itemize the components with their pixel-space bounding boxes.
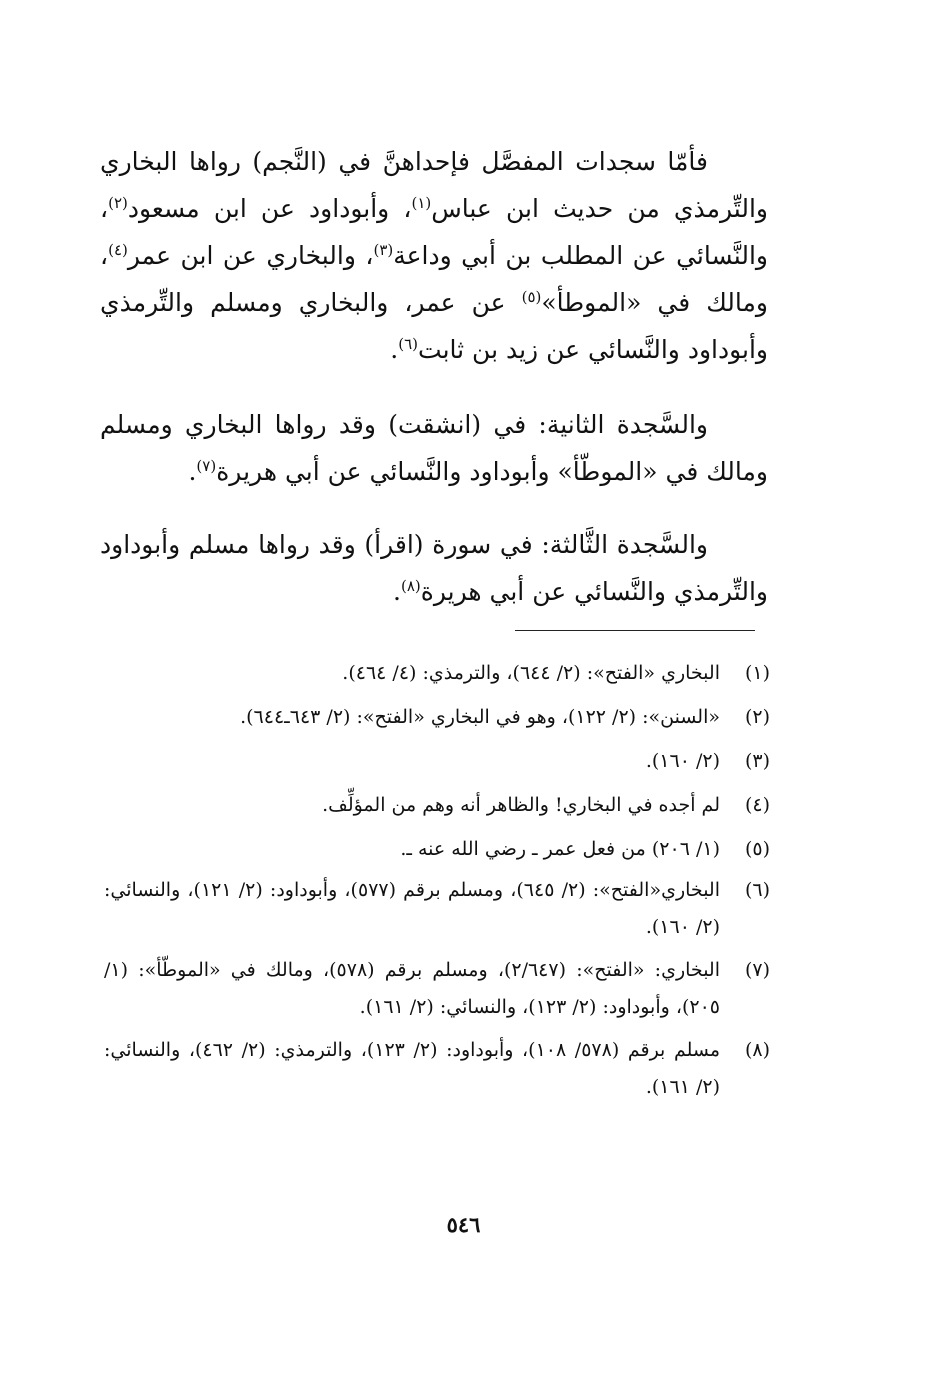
paragraph-text: . <box>188 457 197 486</box>
paragraph-text: . <box>390 335 399 364</box>
footnote-item <box>104 696 770 738</box>
paragraph-text: ، وأبوداود عن ابن مسعود <box>127 194 412 223</box>
footnote-text: البخاري«الفتح»: (٢/ ٦٤٥)، ومسلم برقم (٥٧٧)، وأبوداود: (٢/ ١٢١)، والنسائي: (٢/ ١٦٠). <box>104 879 720 938</box>
footnote-number: (٨) <box>744 1039 770 1061</box>
footnote-item <box>104 652 770 694</box>
footnote-ref[interactable]: (٤) <box>108 241 128 259</box>
footnote-ref[interactable]: (٢) <box>108 194 128 212</box>
paragraph-first-sajda <box>100 138 768 373</box>
footnote-number: (٤) <box>744 794 770 816</box>
footnote-text: لم أجده في البخاري! والظاهر أنه وهم من المؤلِّف. <box>322 794 720 816</box>
footnote-ref[interactable]: (٥) <box>521 288 542 306</box>
footnote-item <box>104 784 770 826</box>
paragraph-text: ، والبخاري عن ابن عمر <box>127 241 374 270</box>
footnote-text: (٢/ ١٦٠). <box>645 750 720 772</box>
main-text <box>100 138 768 615</box>
footnote-ref[interactable]: (١) <box>411 194 432 212</box>
paragraph-text: عن عمر، والبخاري ومسلم والتِّرمذي وأبوداود والنَّسائي عن زيد بن ثابت <box>100 288 768 364</box>
paragraph-text: والسَّجدة الثَّالثة: في سورة (اقرأ) وقد رواها مسلم وأبوداود والتِّرمذي والنَّسائي عن أبي هريرة <box>100 530 768 606</box>
footnote-text: مسلم برقم (٥٧٨/ ١٠٨)، وأبوداود: (٢/ ١٢٣)، والترمذي: (٢/ ٤٦٢)، والنسائي: (٢/ ١٦١). <box>104 1039 720 1098</box>
footnote-number: (٣) <box>744 750 770 772</box>
footnote-ref[interactable]: (٦) <box>398 335 419 353</box>
footnote-item <box>104 740 770 782</box>
footnote-number: (١) <box>744 662 770 684</box>
paragraph-text: ، ومالك في «الموطأ» <box>100 241 768 317</box>
footnote-text: (١/ ٢٠٦) من فعل عمر ـ رضي الله عنه ـ. <box>400 838 720 860</box>
footnote-separator <box>515 630 755 631</box>
paragraph-second-sajda <box>100 401 768 495</box>
footnote-number: (٢) <box>744 706 770 728</box>
paragraph-text: . <box>393 577 401 606</box>
footnote-item <box>104 952 770 1026</box>
footnote-text: البخاري «الفتح»: (٢/ ٦٤٤)، والترمذي: (٤/ ٤٦٤). <box>342 662 720 684</box>
footnote-number: (٧) <box>744 959 770 981</box>
footnote-item <box>104 828 770 870</box>
footnote-ref[interactable]: (٣) <box>373 241 394 259</box>
paragraph-text: ، والنَّسائي عن المطلب بن أبي وداعة <box>100 194 768 270</box>
footnote-item <box>104 872 770 946</box>
footnote-number: (٥) <box>744 838 770 860</box>
paragraph-text: فأمّا سجدات المفصَّل فإحداهنَّ في (النَّجم) رواها البخاري والتِّرمذي من حديث ابن عباس <box>100 147 768 223</box>
footnote-ref[interactable]: (٧) <box>196 457 217 475</box>
footnote-text: البخاري: «الفتح»: (٢/٦٤٧)، ومسلم برقم (٥٧٨)، ومالك في «الموطّأ»: (١/ ٢٠٥)، وأبوداود: (٢/ ١٢٣)، والنسائي: (٢/ ١٦١). <box>104 959 720 1018</box>
page-number: ٥٤٦ <box>446 1212 481 1237</box>
paragraph-third-sajda <box>100 521 768 615</box>
footnote-text: «السنن»: (٢/ ١٢٢)، وهو في البخاري «الفتح»: (٢/ ٦٤٣ـ٦٤٤). <box>240 706 720 728</box>
footnote-ref[interactable]: (٨) <box>400 577 421 595</box>
footnote-number: (٦) <box>744 879 770 901</box>
footnotes-section <box>104 652 770 1112</box>
footnote-item <box>104 1032 770 1106</box>
paragraph-text: والسَّجدة الثانية: في (انشقت) وقد رواها البخاري ومسلم ومالك في «الموطّأ» وأبوداود والنَّسائي عن أبي هريرة <box>100 410 768 486</box>
